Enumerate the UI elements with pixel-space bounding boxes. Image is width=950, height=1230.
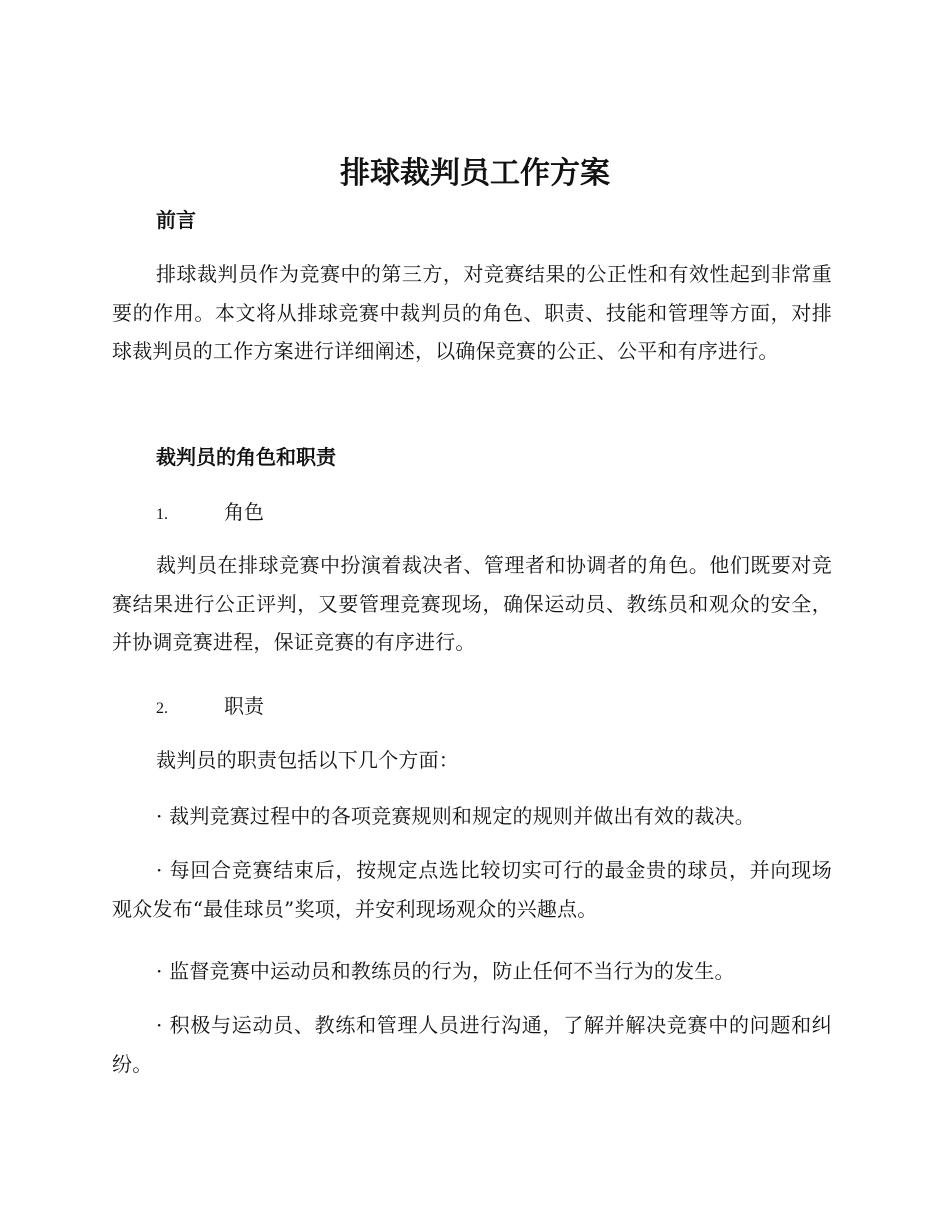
- duty-item: · 监督竞赛中运动员和教练员的行为，防止任何不当行为的发生。: [156, 959, 735, 983]
- numbered-item-role: [156, 497, 264, 530]
- item-number: 2.: [156, 700, 168, 717]
- item-label: 职责: [224, 694, 264, 718]
- duty-item: · 裁判竞赛过程中的各项竞赛规则和规定的规则并做出有效的裁决。: [156, 804, 755, 828]
- document-title: 排球裁判员工作方案: [340, 156, 610, 191]
- section-heading-role-duties: 裁判员的角色和职责: [156, 445, 336, 469]
- role-paragraph: 裁判员在排球竞赛中扮演着裁决者、管理者和协调者的角色。他们既要对竞赛结果进行公正评判，又要管理竞赛现场，确保运动员、教练员和观众的安全，并协调竞赛进程，保证竞赛的有序进行。: [112, 553, 832, 654]
- preface-heading: 前言: [156, 208, 196, 232]
- numbered-item-duties: [156, 691, 264, 724]
- duties-intro-paragraph: 裁判员的职责包括以下几个方面：: [156, 748, 459, 772]
- duty-item: · 积极与运动员、教练和管理人员进行沟通，了解并解决竞赛中的问题和纠纷。: [112, 1013, 832, 1076]
- item-label: 角色: [224, 500, 264, 524]
- preface-paragraph: 排球裁判员作为竞赛中的第三方，对竞赛结果的公正性和有效性起到非常重要的作用。本文将从排球竞赛中裁判员的角色、职责、技能和管理等方面，对排球裁判员的工作方案进行详细阐述，以确保竞赛的公正、公平和有序进行。: [112, 262, 832, 363]
- duty-item: · 每回合竞赛结束后，按规定点选比较切实可行的最金贵的球员，并向现场观众发布“最佳球员”奖项，并安利现场观众的兴趣点。: [112, 858, 832, 921]
- item-number: 1.: [156, 506, 168, 523]
